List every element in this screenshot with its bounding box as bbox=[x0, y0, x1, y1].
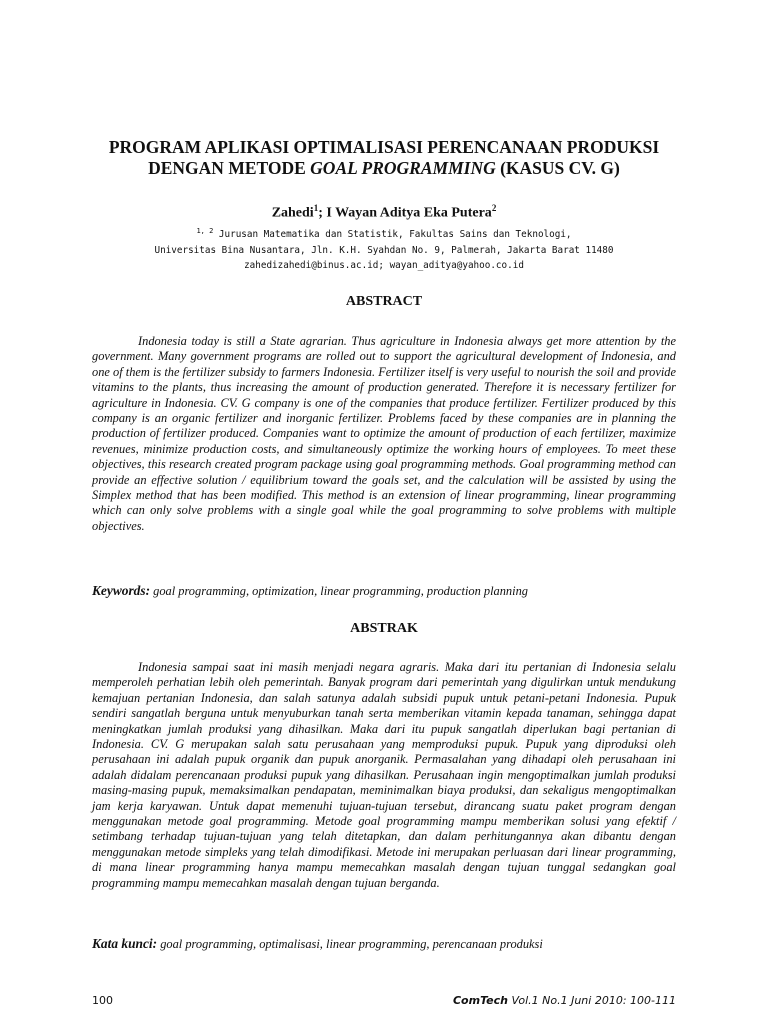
abstrak-body: Indonesia sampai saat ini masih menjadi negara agraris. Maka dari itu pertanian di Indonesia selalu memperoleh perhatian lebih oleh pemerintah. Banyak program dari pemerintah yang digulirkan untuk mendukung kemajuan pertanian Indonesia, dan salah satunya adalah subsidi pupuk untuk petani-petani Indonesia. Pupuk sendiri sangatlah berguna untuk menyuburkan tanah serta memberikan vitamin kepada tanaman, sehingga dapat meningkatkan jumlah produksi yang dihasilkan. Maka dari itu pupuk sangatlah diperlukan bagi pertanian di Indonesia. CV. G merupakan salah satu perusahaan yang memproduksi pupuk. Pupuk yang diproduksi oleh perusahaan ini adalah pupuk organik dan pupuk anorganik. Permasalahan yang dihadapi oleh perusahaan ini adalah didalam perencanaan produksi pupuk yang dihasilkan. Perusahaan ingin mengoptimalkan jumlah produksi masing-masing pupuk, memaksimalkan pendapatan, meminimalkan biaya produksi, dan sekaligus mengoptimalkan jam kerja karyawan. Untuk dapat memenuhi tujuan-tujuan tersebut, dirancang suatu paket program dengan menggunakan metode goal programming. Metode goal programming mampu memberikan solusi yang efektif / setimbang terhadap tujuan-tujuan yang telah ditetapkan, dan dalam perhitungannya akan dibantu dengan menggunakan metode simpleks yang telah dimodifikasi. Metode ini merupakan perluasan dari linear programming, di mana linear programming hanya mampu memecahkan masalah dengan tujuan tunggal sedangkan goal programming mampu memecahkan masalah dengan tujuan berganda. bbox=[92, 660, 676, 890]
journal-volume-info: Vol.1 No.1 Juni 2010: 100-111 bbox=[507, 994, 676, 1007]
kata-kunci-list: goal programming, optimalisasi, linear programming, perencanaan produksi bbox=[157, 937, 543, 951]
author-line bbox=[60, 199, 708, 223]
affiliation-line-2: Universitas Bina Nusantara, Jln. K.H. Syahdan No. 9, Palmerah, Jakarta Barat 11480 bbox=[154, 244, 614, 256]
title-line-2 bbox=[60, 158, 708, 179]
abstrak-text bbox=[92, 660, 676, 891]
affiliation-mark: 1, 2 bbox=[196, 227, 214, 235]
affiliation bbox=[60, 224, 708, 274]
author-2: I Wayan Aditya Eka Putera bbox=[326, 205, 492, 221]
affiliation-line-1 bbox=[60, 224, 708, 243]
author-emails: zahedizahedi@binus.ac.id; wayan_aditya@yahoo.co.id bbox=[244, 260, 524, 272]
author-1-affil-mark: 1 bbox=[313, 203, 319, 213]
title-method: GOAL PROGRAMMING bbox=[310, 158, 496, 178]
author-separator: ; bbox=[318, 205, 327, 221]
title-line-1: PROGRAM APLIKASI OPTIMALISASI PERENCANAAN PRODUKSI bbox=[108, 137, 660, 157]
author-2-affil-mark: 2 bbox=[491, 203, 497, 213]
abstrak-keywords bbox=[92, 936, 676, 952]
journal-citation bbox=[453, 994, 676, 1007]
abstract-heading: ABSTRACT bbox=[345, 294, 423, 309]
affiliation-department: Jurusan Matematika dan Statistik, Fakultas Sains dan Teknologi, bbox=[213, 229, 572, 241]
paper-title bbox=[60, 137, 708, 179]
keywords-list: goal programming, optimization, linear programming, production planning bbox=[150, 584, 528, 598]
title-line-2-suffix: (KASUS CV. G) bbox=[495, 158, 620, 178]
abstrak-heading: ABSTRAK bbox=[350, 621, 418, 636]
abstract-text bbox=[92, 334, 676, 534]
author-1: Zahedi bbox=[271, 205, 314, 221]
abstract-keywords bbox=[92, 583, 676, 599]
keywords-label: Keywords: bbox=[92, 583, 151, 598]
page-number: 100 bbox=[92, 994, 113, 1007]
journal-brand: ComTech bbox=[452, 994, 508, 1007]
abstract-body: Indonesia today is still a State agrarian. Thus agriculture in Indonesia always get more attention by the government. Many government programs are rolled out to support the agricultural development of Indonesia, and one of them is the fertilizer subsidy to farmers Indonesia. Fertilizer itself is very useful to nourish the soil and provide vitamins to the plants, thus increasing the amount of production generated. Therefore it is necessary fertilizer for agriculture in Indonesia. CV. G company is one of the companies that produce fertilizer. Fertilizer produced by this company is an organic fertilizer and inorganic fertilizer. Problems faced by these companies are in planning the production of fertilizer produced. Companies want to optimize the amount of production of each fertilizer, maximize revenues, minimize production costs, and simultaneously optimize the working hours of employees. To meet these objectives, this research created program package using goal programming methods. Goal programming method can provide an effective solution / equilibrium toward the goals set, and the calculation will be assisted by using the Simplex method that has been modified. This method is an extension of linear programming, linear programming which can only solve problems with a single goal while the goal programming to solve problems with multiple objectives. bbox=[92, 334, 676, 533]
kata-kunci-label: Kata kunci: bbox=[92, 936, 158, 951]
title-line-2-prefix: DENGAN METODE bbox=[148, 158, 311, 178]
